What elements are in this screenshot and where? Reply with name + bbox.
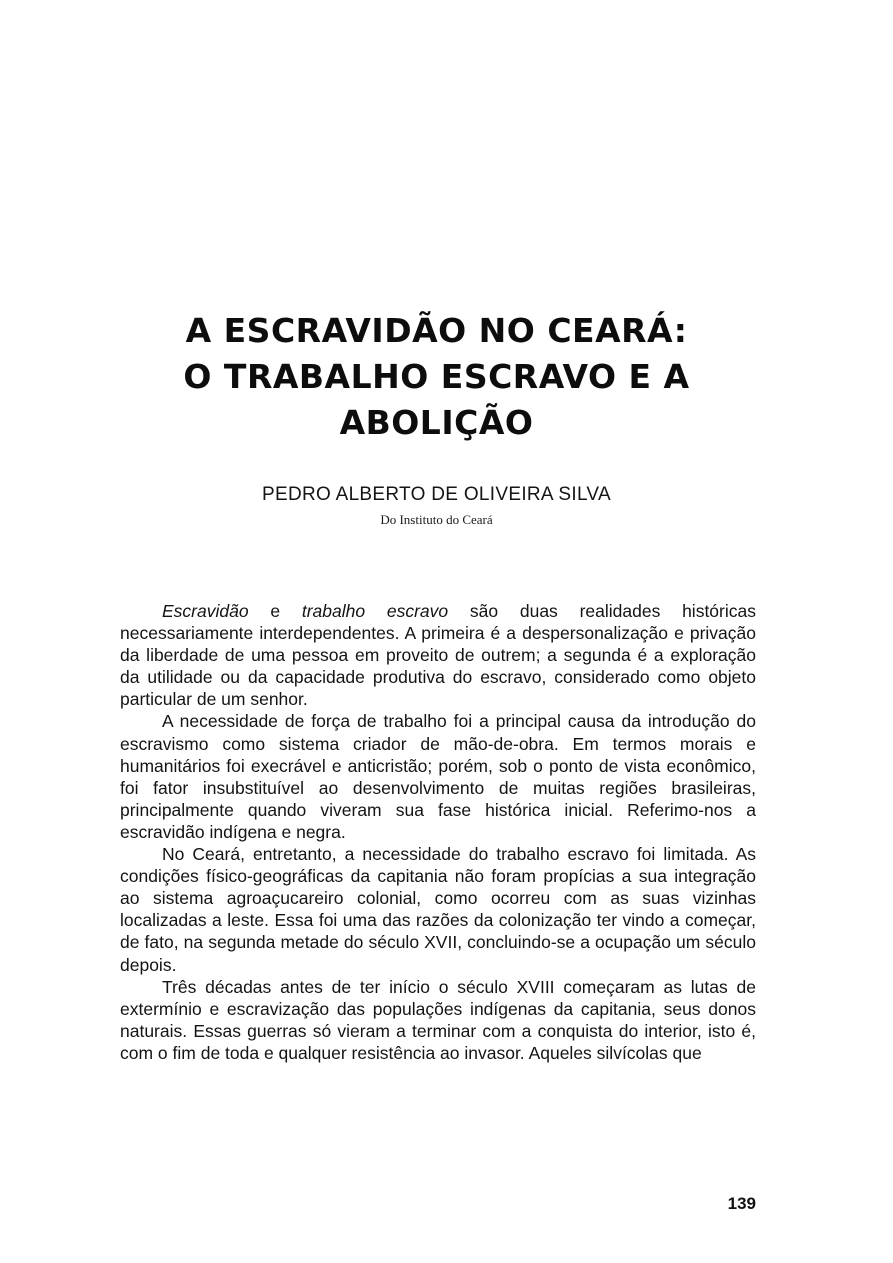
article-body — [120, 600, 756, 1064]
body-paragraph-1 — [120, 600, 756, 710]
term-escravidao: Escravidão — [162, 601, 249, 621]
article-title — [120, 308, 753, 446]
title-line-3: ABOLIÇÃO — [339, 403, 534, 442]
author-affiliation: Do Instituto do Ceará — [380, 512, 493, 527]
title-line-1: A ESCRAVIDÃO NO CEARÁ: — [185, 311, 688, 350]
paragraph-1-text: são duas realidades históricas necessariamente interdependentes. A primeira é a despersonalização e privação da liberdade de uma pessoa em proveito de outrem; a segunda é a exploração da utilidade ou da capacidade produtiva do escravo, considerado como objeto particular de um senhor. — [120, 601, 756, 710]
term-trabalho-escravo: trabalho escravo — [301, 601, 449, 621]
body-paragraph-4: Três décadas antes de ter início o século XVIII começaram as lutas de extermínio e escravização das populações indígenas da capitania, seus donos naturais. Essas guerras só vieram a terminar com a conquista do interior, isto é, com o fim de toda e qualquer resistência ao invasor. Aqueles silvícolas que — [120, 976, 756, 1063]
term-connector: e — [248, 601, 302, 621]
body-paragraph-2: A necessidade de força de trabalho foi a principal causa da introdução do escravismo como sistema criador de mão-de-obra. Em termos morais e humanitários foi execrável e anticristão; porém, sob o ponto de vista econômico, foi fator insubstituível ao desenvolvimento de muitas regiões brasileiras, principalmente quando viveram sua fase histórica inicial. Referimo-nos a escravidão indígena e negra. — [120, 711, 756, 842]
author-name: PEDRO ALBERTO DE OLIVEIRA SILVA — [262, 484, 611, 505]
title-line-2: O TRABALHO ESCRAVO E A — [183, 357, 690, 396]
body-paragraph-3: No Ceará, entretanto, a necessidade do trabalho escravo foi limitada. As condições físico-geográficas da capitania não foram propícias a sua integração ao sistema agroaçucareiro colonial, como ocorreu com as suas vizinhas localizadas a leste. Essa foi uma das razões da colonização ter vindo a começar, de fato, na segunda metade do século XVII, concluindo-se a ocupação um século depois. — [120, 844, 756, 975]
page-number: 139 — [727, 1194, 756, 1213]
